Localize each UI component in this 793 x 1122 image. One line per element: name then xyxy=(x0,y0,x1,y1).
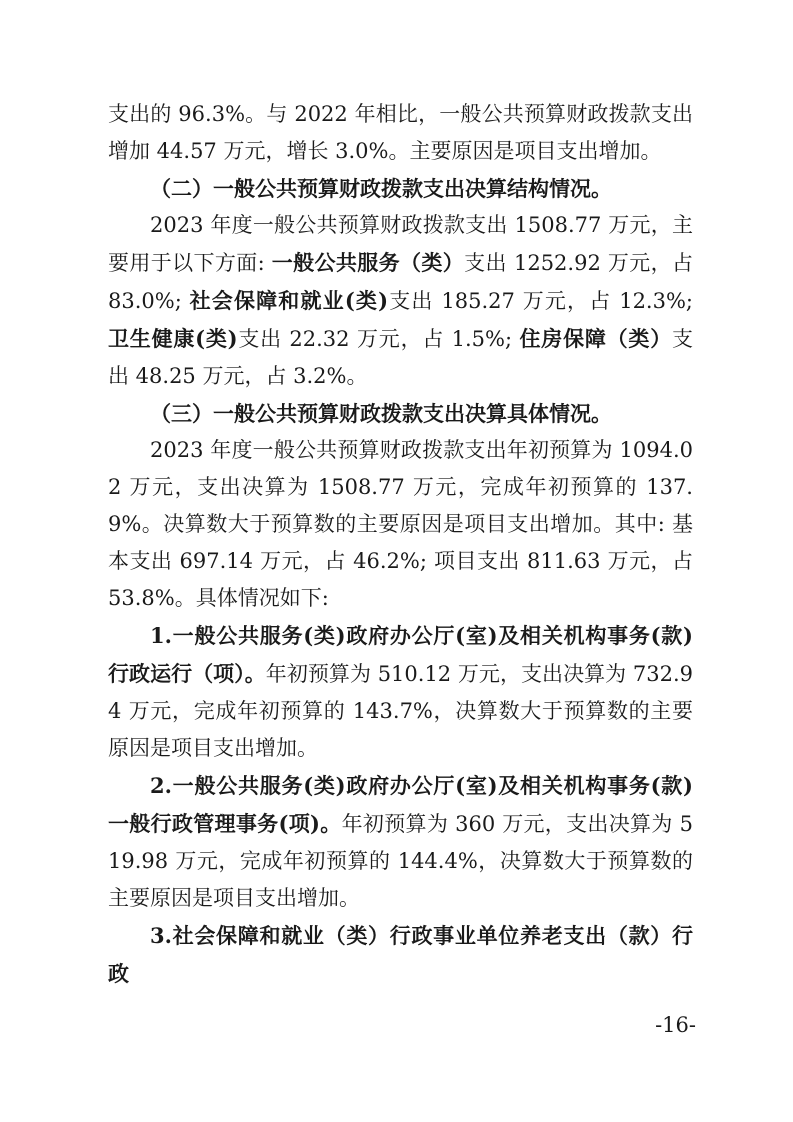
document-body xyxy=(108,96,693,993)
body-paragraph xyxy=(108,617,693,767)
text-run: （二）一般公共预算财政拨款支出决算结构情况。 xyxy=(150,176,612,201)
bold-text-run: 2.一般公共服务(类)政府办公厅(室)及相关机构事务(款)一般行政管理事务(项)。 xyxy=(108,773,693,836)
body-paragraph xyxy=(108,767,693,917)
text-run: 支出 48.25 万元，占 3.2%。 xyxy=(108,327,694,388)
text-run: 支出的 96.3%。与 2022 年相比，一般公共预算财政拨款支出增加 44.57 万元，增长 3.0%。主要原因是项目支出增加。 xyxy=(108,102,693,163)
text-run: 2023 年度一般公共预算财政拨款支出年初预算为 1094.02 万元，支出决算为 1508.77 万元，完成年初预算的 137.9%。决算数大于预算数的主要原因是项目支出增加。其中: 基本支出 697.14 万元，占 46.2%; 项目支出 811.63 万元，占 53.8%。具体情况如下: xyxy=(108,438,693,610)
text-run: （三）一般公共预算财政拨款支出决算具体情况。 xyxy=(150,401,612,426)
text-run: 支出 22.32 万元，占 1.5%; xyxy=(237,327,520,351)
section-heading xyxy=(108,170,693,207)
bold-text-run: 卫生健康(类) xyxy=(108,326,238,351)
body-paragraph xyxy=(108,96,693,170)
body-paragraph xyxy=(108,917,693,993)
page-number: -16- xyxy=(655,1013,696,1037)
text-run: 年初预算为 360 万元，支出决算为 519.98 万元，完成年初预算的 144.4%，决算数大于预算数的主要原因是项目支出增加。 xyxy=(108,812,694,910)
bold-text-run: 社会保障和就业(类) xyxy=(189,288,389,313)
body-paragraph xyxy=(108,207,693,395)
bold-text-run: 1.一般公共服务(类)政府办公厅(室)及相关机构事务(款)行政运行（项）。 xyxy=(108,623,693,686)
bold-text-run: 3.社会保障和就业（类）行政事业单位养老支出（款）行政 xyxy=(108,923,693,986)
body-paragraph xyxy=(108,432,693,617)
bold-text-run: 一般公共服务（类） xyxy=(271,250,465,275)
section-heading xyxy=(108,395,693,432)
text-run: 2023 年度一般公共预算财政拨款支出 1508.77 万元，主要用于以下方面: xyxy=(108,213,693,275)
text-run: 年初预算为 510.12 万元，支出决算为 732.94 万元，完成年初预算的 143.7%，决算数大于预算数的主要原因是项目支出增加。 xyxy=(108,662,694,760)
text-run: 支出 185.27 万元，占 12.3%; xyxy=(388,289,694,313)
bold-text-run: 住房保障（类） xyxy=(519,326,673,351)
text-run: 支出 1252.92 万元，占 83.0%; xyxy=(108,251,694,313)
